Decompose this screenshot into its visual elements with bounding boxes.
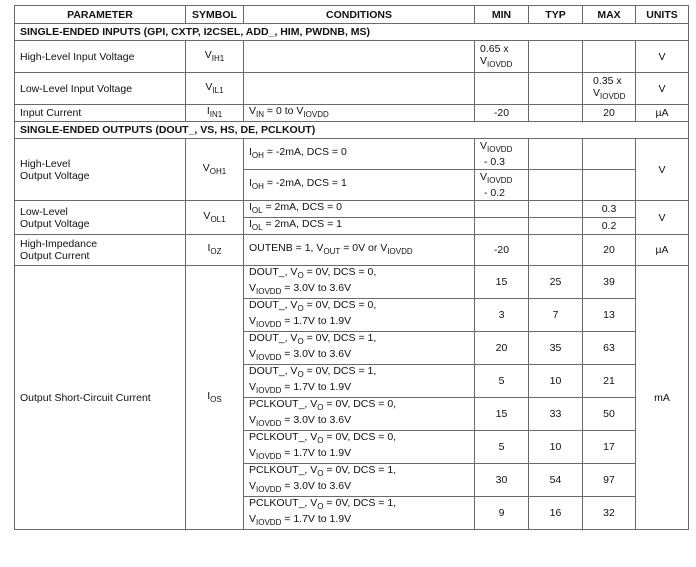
header-conditions: CONDITIONS: [244, 6, 475, 24]
max-ios-6: 17: [583, 431, 636, 464]
max-ios-5: 50: [583, 398, 636, 431]
units-voh: V: [636, 139, 689, 201]
typ-ios-1: 25: [529, 266, 583, 299]
min-ios-3: 20: [475, 332, 529, 365]
max-ios-8: 32: [583, 497, 636, 530]
typ-ios-3: 35: [529, 332, 583, 365]
section-title-inputs: SINGLE-ENDED INPUTS (GPI, CXTP, I2CSEL, ADD_, HIM, PWDNB, MS): [15, 24, 689, 41]
min-ios-4: 5: [475, 365, 529, 398]
min-ios-8: 9: [475, 497, 529, 530]
typ-ioz: [529, 235, 583, 266]
param-ios: Output Short-Circuit Current: [15, 266, 186, 530]
max-vih: [583, 41, 636, 73]
symbol-voh: $V_{OH1}$: [186, 139, 244, 201]
cond-vol-2: $I_{OL} = 2mA$, DCS = 1: [244, 218, 475, 235]
table-row-iin: [15, 105, 689, 122]
max-vol-2: 0.2: [583, 218, 636, 235]
param-vih: High-Level Input Voltage: [15, 41, 186, 73]
table-row-vol-1: [15, 201, 689, 218]
cond-ios-6: PCLKOUT_, $V_O = 0V$, DCS = 0, $V_{IOVDD} = 1.7V$ to 1.9V: [244, 431, 475, 464]
min-ios-7: 30: [475, 464, 529, 497]
header-units: UNITS: [636, 6, 689, 24]
max-ios-3: 63: [583, 332, 636, 365]
param-vil: Low-Level Input Voltage: [15, 73, 186, 105]
typ-vol-2: [529, 218, 583, 235]
min-vol-2: [475, 218, 529, 235]
cond-voh-1: $I_{OH} = -2mA$, DCS = 0: [244, 139, 475, 170]
table-row-vih: [15, 41, 689, 73]
typ-ios-6: 10: [529, 431, 583, 464]
cond-ios-7: PCLKOUT_, $V_O = 0V$, DCS = 1, $V_{IOVDD} = 3.0V$ to 3.6V: [244, 464, 475, 497]
cond-ios-4: DOUT_, $V_O = 0V$, DCS = 1, $V_{IOVDD} = 1.7V$ to 1.9V: [244, 365, 475, 398]
header-typ: TYP: [529, 6, 583, 24]
max-iin: 20: [583, 105, 636, 122]
cond-voh-2: $I_{OH} = -2mA$, DCS = 1: [244, 170, 475, 201]
min-ios-2: 3: [475, 299, 529, 332]
max-ios-1: 39: [583, 266, 636, 299]
min-voh-2: $V_{IOVDD}$ - 0.2: [475, 170, 529, 201]
section-row-inputs: [15, 24, 689, 41]
table-row-ios-1: [15, 266, 689, 299]
cond-ioz: OUTENB = 1, $V_{OUT} = 0V$ or $V_{IOVDD}$: [244, 235, 475, 266]
units-vol: V: [636, 201, 689, 235]
header-min: MIN: [475, 6, 529, 24]
typ-vol-1: [529, 201, 583, 218]
min-ios-6: 5: [475, 431, 529, 464]
typ-vil: [529, 73, 583, 105]
min-vol-1: [475, 201, 529, 218]
cond-vil: [244, 73, 475, 105]
typ-ios-7: 54: [529, 464, 583, 497]
section-row-outputs: [15, 122, 689, 139]
min-voh-1: $V_{IOVDD}$ - 0.3: [475, 139, 529, 170]
min-ioz: -20: [475, 235, 529, 266]
symbol-iin: $I_{IN1}$: [186, 105, 244, 122]
min-iin: -20: [475, 105, 529, 122]
param-vol: Low-Level Output Voltage: [15, 201, 186, 235]
max-voh-1: [583, 139, 636, 170]
max-ios-7: 97: [583, 464, 636, 497]
header-symbol: SYMBOL: [186, 6, 244, 24]
typ-vih: [529, 41, 583, 73]
symbol-ioz: $I_{OZ}$: [186, 235, 244, 266]
max-ios-2: 13: [583, 299, 636, 332]
cond-vol-1: $I_{OL} = 2mA$, DCS = 0: [244, 201, 475, 218]
cond-ios-1: DOUT_, $V_O = 0V$, DCS = 0, $V_{IOVDD} = 3.0V$ to 3.6V: [244, 266, 475, 299]
max-voh-2: [583, 170, 636, 201]
param-voh: High-Level Output Voltage: [15, 139, 186, 201]
table-row-voh-1: [15, 139, 689, 170]
header-row: [15, 6, 689, 24]
min-vil: [475, 73, 529, 105]
typ-ios-4: 10: [529, 365, 583, 398]
electrical-characteristics-table: [14, 5, 689, 530]
units-iin: µA: [636, 105, 689, 122]
header-max: MAX: [583, 6, 636, 24]
typ-ios-8: 16: [529, 497, 583, 530]
max-vil: 0.35 x $V_{IOVDD}$: [583, 73, 636, 105]
min-vih: 0.65 x $V_{IOVDD}$: [475, 41, 529, 73]
symbol-ios: $I_{OS}$: [186, 266, 244, 530]
param-iin: Input Current: [15, 105, 186, 122]
cond-iin: $V_{IN} = 0$ to $V_{IOVDD}$: [244, 105, 475, 122]
cond-ios-3: DOUT_, $V_O = 0V$, DCS = 1, $V_{IOVDD} = 3.0V$ to 3.6V: [244, 332, 475, 365]
units-vil: V: [636, 73, 689, 105]
header-parameter: PARAMETER: [15, 6, 186, 24]
min-ios-5: 15: [475, 398, 529, 431]
max-vol-1: 0.3: [583, 201, 636, 218]
typ-ios-5: 33: [529, 398, 583, 431]
table-row-ioz: [15, 235, 689, 266]
symbol-vol: $V_{OL1}$: [186, 201, 244, 235]
typ-voh-1: [529, 139, 583, 170]
cond-ios-8: PCLKOUT_, $V_O = 0V$, DCS = 1, $V_{IOVDD} = 1.7V$ to 1.9V: [244, 497, 475, 530]
max-ios-4: 21: [583, 365, 636, 398]
symbol-vih: $V_{IH1}$: [186, 41, 244, 73]
typ-ios-2: 7: [529, 299, 583, 332]
units-ios: mA: [636, 266, 689, 530]
typ-iin: [529, 105, 583, 122]
table-row-vil: [15, 73, 689, 105]
symbol-vil: $V_{IL1}$: [186, 73, 244, 105]
units-vih: V: [636, 41, 689, 73]
param-ioz: High-Impedance Output Current: [15, 235, 186, 266]
cond-vih: [244, 41, 475, 73]
min-ios-1: 15: [475, 266, 529, 299]
typ-voh-2: [529, 170, 583, 201]
units-ioz: µA: [636, 235, 689, 266]
cond-ios-5: PCLKOUT_, $V_O = 0V$, DCS = 0, $V_{IOVDD} = 3.0V$ to 3.6V: [244, 398, 475, 431]
section-title-outputs: SINGLE-ENDED OUTPUTS (DOUT_, VS, HS, DE, PCLKOUT): [15, 122, 689, 139]
max-ioz: 20: [583, 235, 636, 266]
cond-ios-2: DOUT_, $V_O = 0V$, DCS = 0, $V_{IOVDD} = 1.7V$ to 1.9V: [244, 299, 475, 332]
